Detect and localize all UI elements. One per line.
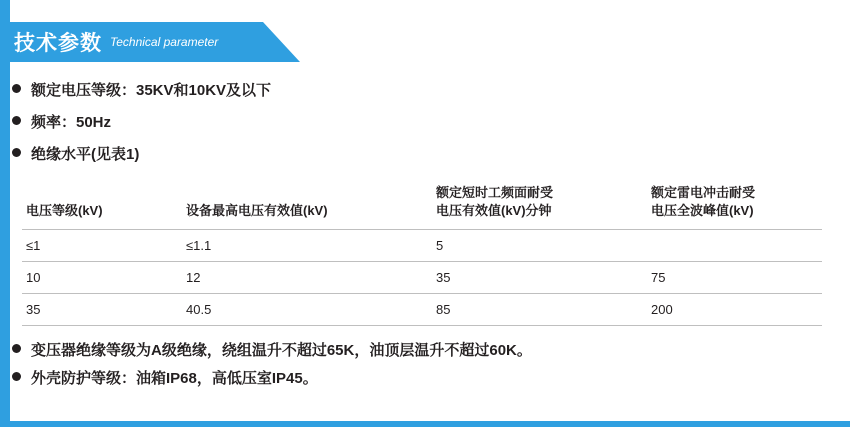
table-column-header [22,178,182,230]
bullet-label: 额定电压等级：35KV和10KV及以下 [31,82,272,99]
table-cell: 12 [182,262,432,294]
bullet-item-insulation-level [12,146,838,164]
bottom-accent-bar [0,421,850,427]
bullet-dot-icon [12,84,21,93]
bullet-label: 频率：50Hz [31,114,112,131]
table-cell: 40.5 [182,294,432,326]
table-cell: 35 [22,294,182,326]
bullet-item-frequency [12,114,838,132]
header-line-1: 设备最高电压有效值(kV) [186,202,328,218]
table-cell: 5 [432,230,647,262]
bullet-item-protection-class [12,370,838,388]
page-subtitle: Technical parameter [110,35,219,49]
table-row [22,230,822,262]
page-title: 技术参数 [14,32,102,55]
header-line-1: 额定短时工频面耐受 [436,185,554,200]
bullet-dot-icon [12,148,21,157]
bullet-dot-icon [12,372,21,381]
bullet-label: 绝缘水平(见表1) [31,146,140,163]
table-cell [647,230,822,262]
table-column-header [432,178,647,230]
table-header-row [22,178,822,230]
header-line-2: 电压全波峰值(kV) [651,202,754,218]
bullet-label: 外壳防护等级：油箱IP68，高低压室IP45。 [31,370,318,388]
table-cell: ≤1 [22,230,182,262]
bullet-dot-icon [12,344,21,353]
table-cell: 75 [647,262,822,294]
notes-area [12,342,838,388]
section-header [0,22,300,62]
table-cell: 35 [432,262,647,294]
table-cell: ≤1.1 [182,230,432,262]
table-column-header [182,178,432,230]
table-row [22,294,822,326]
header-line-1: 额定雷电冲击耐受 [651,185,756,200]
table-column-header [647,178,822,230]
bullet-label: 变压器绝缘等级为A级绝缘，绕组温升不超过65K，油顶层温升不超过60K。 [31,342,532,360]
insulation-level-table [22,178,822,326]
table-cell: 10 [22,262,182,294]
table-cell: 200 [647,294,822,326]
left-accent-bar [0,0,10,427]
header-line-2: 电压有效值(kV)分钟 [436,202,552,218]
table-cell: 85 [432,294,647,326]
bullet-item-insulation-class [12,342,838,360]
insulation-level-table-wrapper [22,178,822,326]
bullet-dot-icon [12,116,21,125]
bullet-item-rated-voltage [12,82,838,100]
table-row [22,262,822,294]
header-line-1: 电压等级(kV) [26,202,103,218]
content-area [12,82,838,398]
